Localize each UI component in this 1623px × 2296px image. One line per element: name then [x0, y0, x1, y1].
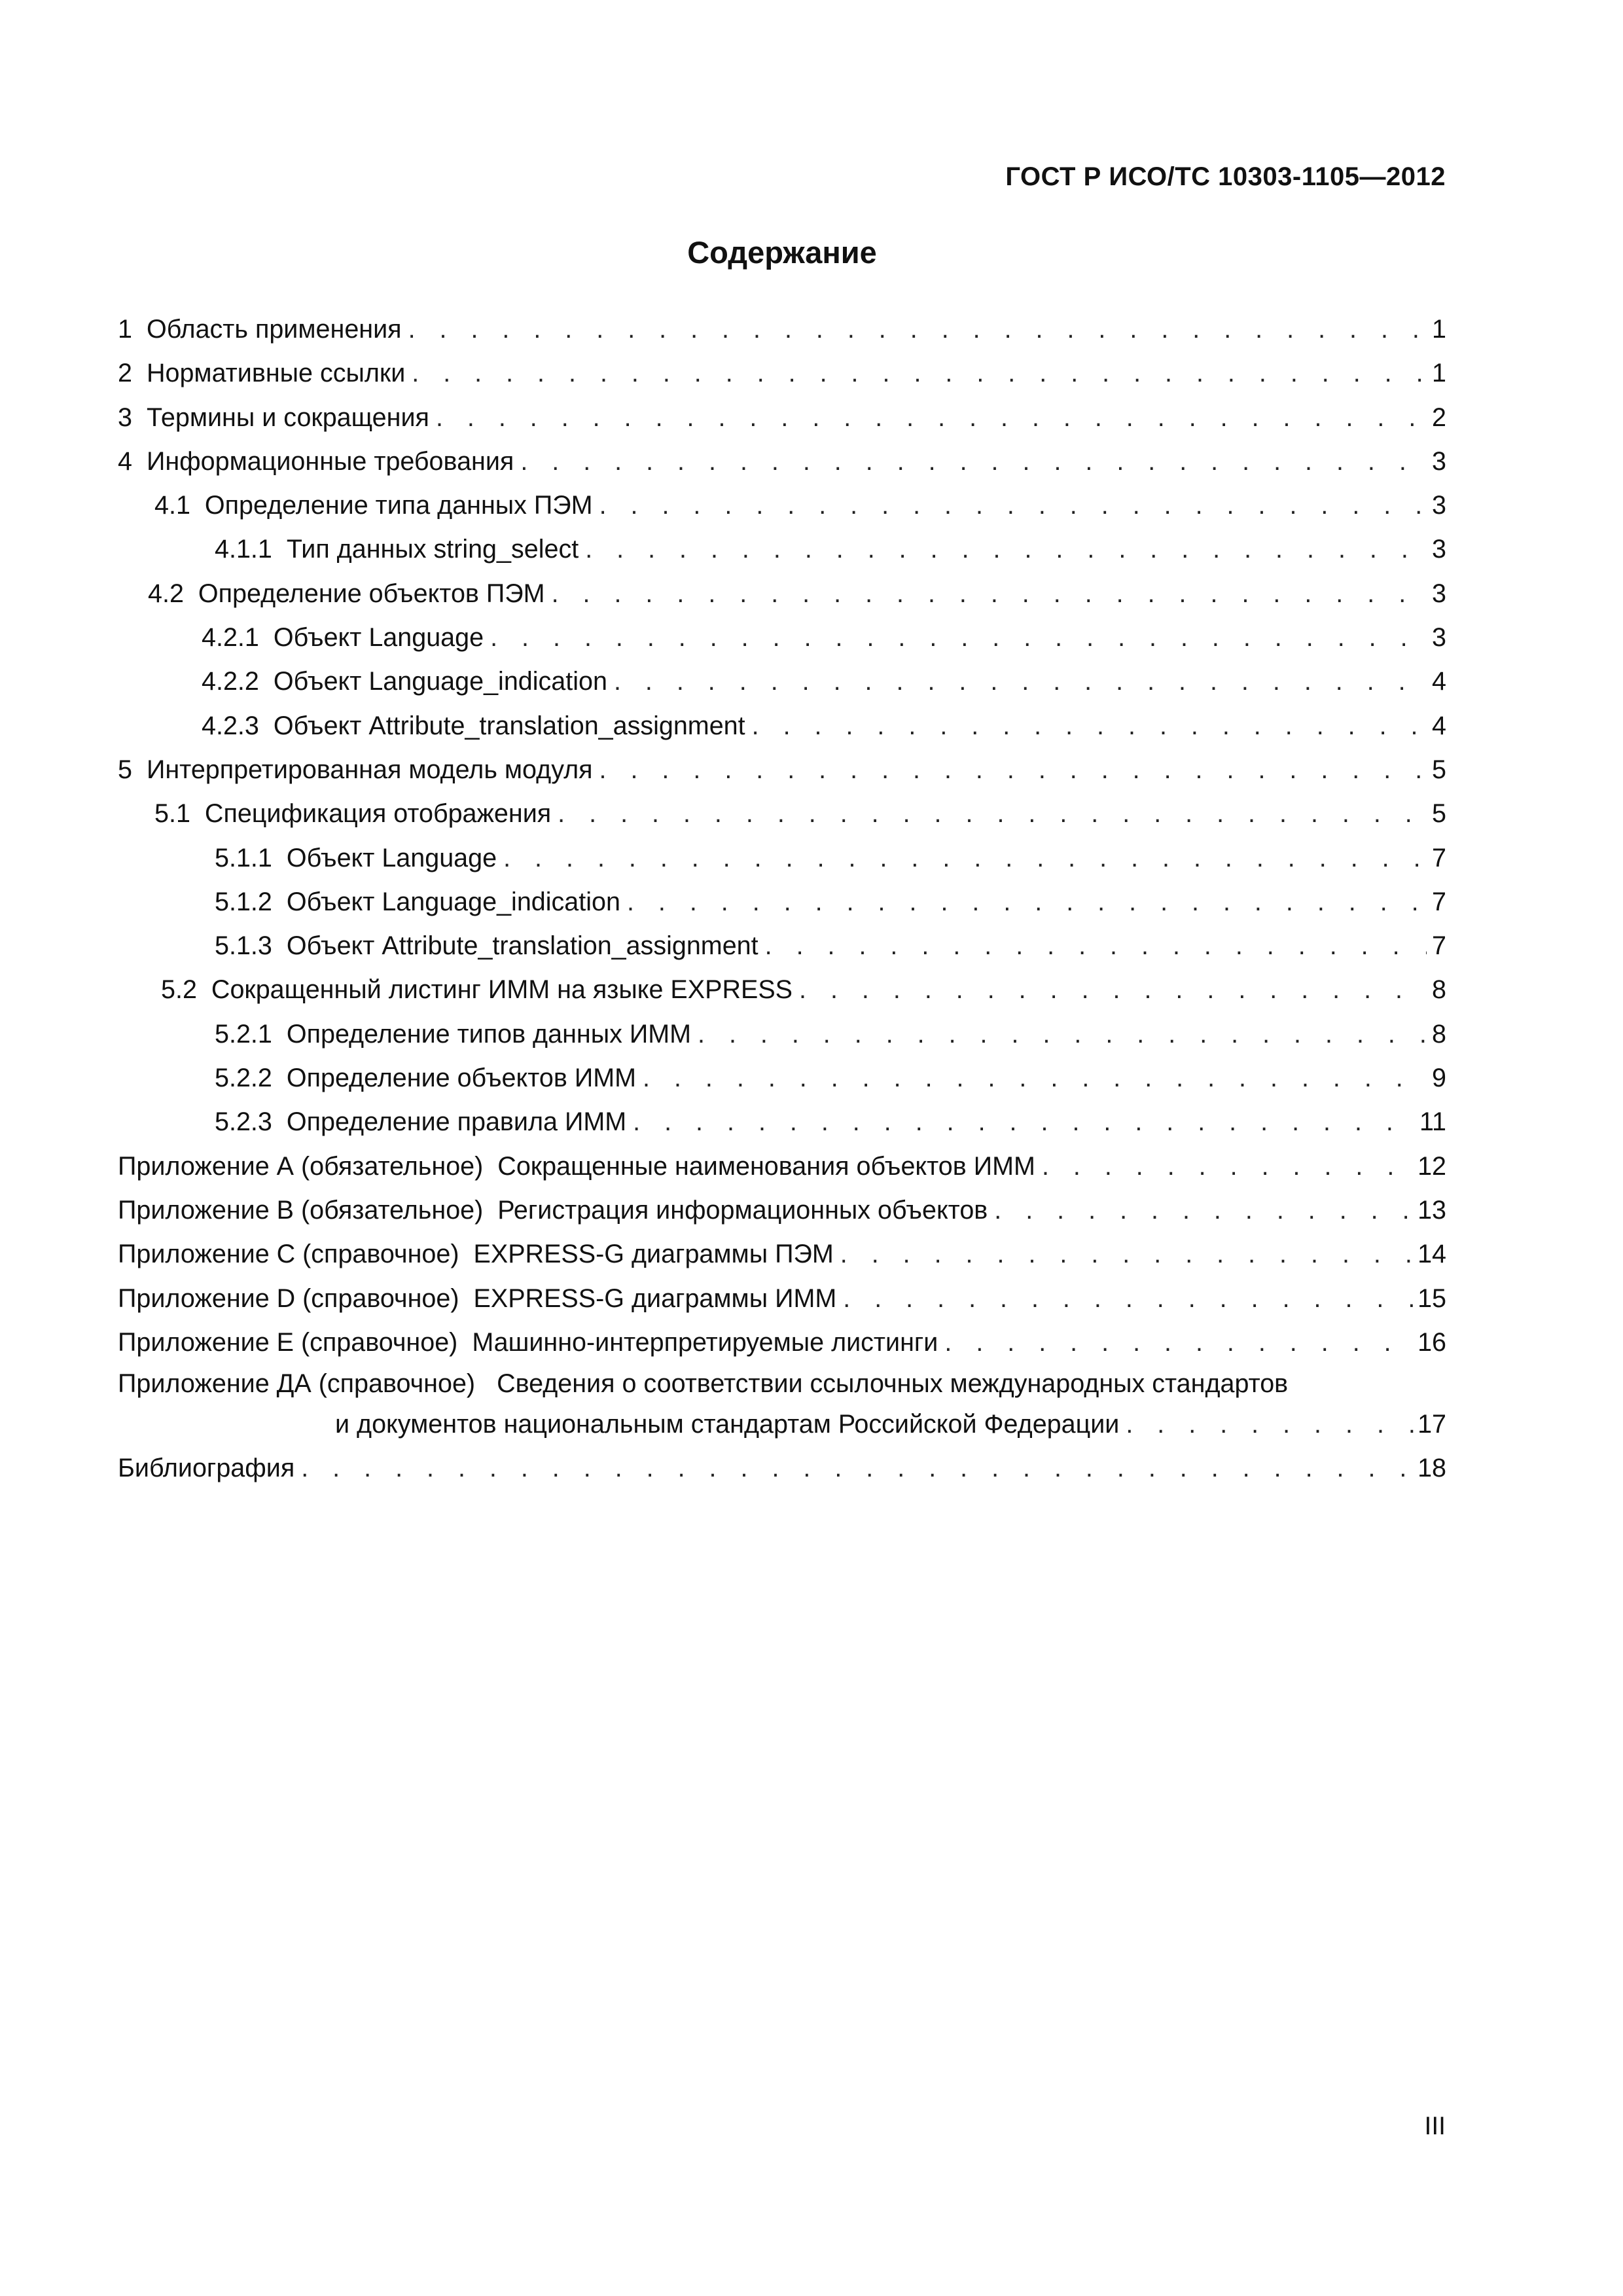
- dot-leader: [1042, 1145, 1414, 1189]
- toc-entry-number: Приложение Е (справочное): [118, 1327, 458, 1357]
- dot-leader: [490, 616, 1427, 660]
- toc-entry-label: [118, 1277, 836, 1321]
- toc-entry-number: 3: [118, 403, 132, 432]
- toc-entry-title: Объект Attribute_translation_assignment: [273, 711, 745, 740]
- toc-entry-number: 5: [118, 755, 132, 784]
- toc-entry[interactable]: [118, 1232, 1446, 1276]
- toc-entry[interactable]: [118, 572, 1446, 616]
- toc-entry[interactable]: [118, 1189, 1446, 1232]
- toc-entry-title: EXPRESS-G диаграммы ПЭМ: [473, 1240, 834, 1269]
- toc-entry-label: [118, 1321, 938, 1365]
- toc-entry-page: 16: [1418, 1327, 1446, 1357]
- toc-entry-label: [118, 1232, 834, 1276]
- toc-entry-title: Тип данных string_select: [286, 535, 579, 564]
- toc-entry-label: [215, 528, 579, 571]
- toc-entry-number: 4.2.2: [202, 667, 259, 696]
- toc-entry-title: Сокращенный листинг ИММ на языке EXPRESS: [211, 975, 793, 1005]
- dot-leader: [843, 1277, 1414, 1321]
- toc-entry[interactable]: [118, 968, 1446, 1012]
- dot-leader: [301, 1446, 1414, 1490]
- toc-entry-title: Объект Language: [286, 843, 497, 872]
- toc-entry-page: 3: [1432, 491, 1446, 520]
- toc-entry[interactable]: [118, 528, 1446, 571]
- toc-entry-number: 4.1.1: [215, 535, 272, 564]
- toc-entry[interactable]: [118, 836, 1446, 880]
- toc-entry-page: 7: [1432, 887, 1446, 916]
- toc-entry-page: 4: [1432, 667, 1446, 696]
- toc-entry-label: [215, 836, 497, 880]
- toc-entry-page: 4: [1432, 711, 1446, 740]
- toc-entry-page: 8: [1432, 1019, 1446, 1049]
- toc-entry-number: Приложение В (обязательное): [118, 1195, 484, 1225]
- toc-entry[interactable]: [118, 396, 1446, 440]
- toc-entry-title: Объект Language_indication: [273, 667, 607, 696]
- toc-entry-title: Сокращенные наименования объектов ИММ: [497, 1151, 1035, 1181]
- toc-entry-label: [148, 572, 545, 616]
- page-number: III: [1424, 2112, 1446, 2140]
- dot-leader: [765, 924, 1427, 968]
- toc-entry[interactable]: [118, 880, 1446, 924]
- toc-entry[interactable]: [118, 1056, 1446, 1100]
- toc-entry-number: Приложение С (справочное): [118, 1240, 459, 1269]
- toc-entry-title: Определение правила ИММ: [286, 1107, 627, 1137]
- toc-entry-number: Приложение D (справочное): [118, 1283, 459, 1313]
- dot-leader: [698, 1013, 1427, 1056]
- dot-leader: [643, 1056, 1427, 1100]
- toc-entry[interactable]: [118, 1013, 1446, 1056]
- toc-entry-page: 5: [1432, 799, 1446, 829]
- toc-entry-label: [118, 440, 514, 484]
- dot-leader: [752, 704, 1427, 748]
- dot-leader: [994, 1189, 1414, 1232]
- toc-entry-page: 3: [1432, 446, 1446, 476]
- toc-entry-title: Библиография: [118, 1454, 295, 1483]
- dot-leader: [1126, 1403, 1414, 1446]
- toc-entry-number: 5.2.3: [215, 1107, 272, 1137]
- toc-entry-number: 5.2.2: [215, 1064, 272, 1093]
- toc-entry-label: [215, 880, 620, 924]
- toc-entry-title: Информационные требования: [146, 446, 514, 476]
- toc-entry-label: [118, 748, 593, 792]
- dot-leader: [799, 968, 1427, 1012]
- dot-leader: [840, 1232, 1414, 1276]
- toc-entry-number: Приложение ДА (справочное): [118, 1369, 476, 1399]
- toc-entry-number: 4.2: [148, 579, 184, 608]
- toc-entry-title: Определение объектов ИММ: [286, 1064, 637, 1093]
- toc-entry-page: 15: [1418, 1283, 1446, 1313]
- toc-entry[interactable]: [118, 484, 1446, 528]
- toc-entry-number: 1: [118, 315, 132, 344]
- toc-entry[interactable]: [118, 1321, 1446, 1365]
- document-id: ГОСТ Р ИСО/ТС 10303-1105—2012: [1005, 162, 1446, 191]
- toc-entry-page: 5: [1432, 755, 1446, 784]
- toc-entry-bibliography[interactable]: [118, 1446, 1446, 1490]
- toc-entry-page: 13: [1418, 1195, 1446, 1225]
- toc-entry-title: Нормативные ссылки: [146, 359, 406, 388]
- toc-entry[interactable]: [118, 616, 1446, 660]
- toc-entry[interactable]: [118, 308, 1446, 351]
- toc-entry-label: [215, 1013, 691, 1056]
- toc-entry-label: [118, 396, 429, 440]
- toc-entry-title: Определение объектов ПЭМ: [198, 579, 545, 608]
- toc-entry-title: Объект Attribute_translation_assignment: [286, 931, 758, 961]
- toc-entry-number: 5.1.3: [215, 931, 272, 961]
- dot-leader: [944, 1321, 1414, 1365]
- dot-leader: [412, 351, 1427, 395]
- dot-leader: [614, 660, 1427, 704]
- table-of-contents: [118, 308, 1446, 1491]
- toc-entry-number: 2: [118, 359, 132, 388]
- toc-entry-number: 5.1.1: [215, 843, 272, 872]
- toc-entry-label: [215, 1100, 626, 1144]
- toc-entry-page: 17: [1418, 1410, 1446, 1439]
- toc-entry-page: 3: [1432, 579, 1446, 608]
- dot-leader: [520, 440, 1427, 484]
- toc-entry-title-line2: и документов национальным стандартам Российской Федерации: [335, 1410, 1120, 1439]
- toc-entry-page: 7: [1432, 843, 1446, 872]
- toc-entry-label: [154, 484, 593, 528]
- dot-leader: [408, 308, 1427, 351]
- dot-leader: [599, 484, 1427, 528]
- toc-entry-label: [118, 1145, 1035, 1189]
- toc-entry-number: Приложение А (обязательное): [118, 1151, 484, 1181]
- page-title: Содержание: [687, 235, 877, 270]
- toc-entry-label: [118, 308, 402, 351]
- toc-entry-title: Объект Language: [273, 623, 484, 653]
- toc-entry[interactable]: [118, 1145, 1446, 1189]
- toc-entry[interactable]: [118, 748, 1446, 792]
- toc-entry-label: [118, 351, 405, 395]
- dot-leader: [585, 528, 1427, 571]
- toc-entry-page: 8: [1432, 975, 1446, 1005]
- toc-entry-number: 5.1.2: [215, 887, 272, 916]
- dot-leader: [436, 396, 1427, 440]
- toc-entry[interactable]: [118, 792, 1446, 836]
- toc-entry-page: 9: [1432, 1064, 1446, 1093]
- toc-entry-page: 11: [1419, 1107, 1446, 1137]
- dot-leader: [558, 792, 1427, 836]
- toc-entry-number: 5.2: [161, 975, 197, 1005]
- toc-entry-page: 3: [1432, 535, 1446, 564]
- toc-entry-number: 4.2.3: [202, 711, 259, 740]
- dot-leader: [633, 1100, 1416, 1144]
- toc-entry-title: Определение типов данных ИММ: [286, 1019, 692, 1049]
- toc-entry-page: 3: [1432, 623, 1446, 653]
- toc-entry-page: 1: [1432, 359, 1446, 388]
- toc-entry-label: [154, 792, 551, 836]
- dot-leader: [552, 572, 1427, 616]
- toc-entry-title: Область применения: [146, 315, 402, 344]
- toc-entry-label: [215, 1056, 636, 1100]
- toc-entry-number: 4.1: [154, 491, 190, 520]
- toc-entry-number: 4: [118, 446, 132, 476]
- toc-entry-title: Спецификация отображения: [204, 799, 552, 829]
- toc-entry[interactable]: [118, 924, 1446, 968]
- toc-entry[interactable]: [118, 1100, 1446, 1144]
- toc-entry-page: 18: [1418, 1454, 1446, 1483]
- dot-leader: [503, 836, 1427, 880]
- toc-entry-number: 4.2.1: [202, 623, 259, 653]
- toc-entry[interactable]: [118, 1277, 1446, 1321]
- toc-entry-label: [202, 660, 607, 704]
- toc-entry-title-line1: Сведения о соответствии ссылочных международных стандартов: [497, 1369, 1289, 1399]
- toc-entry-number: 5.2.1: [215, 1019, 272, 1049]
- toc-entry-title: Машинно-интерпретируемые листинги: [472, 1327, 938, 1357]
- toc-entry-title: Интерпретированная модель модуля: [146, 755, 593, 784]
- toc-entry-title: EXPRESS-G диаграммы ИММ: [473, 1283, 837, 1313]
- toc-entry-title: Термины и сокращения: [146, 403, 429, 432]
- dot-leader: [599, 748, 1427, 792]
- toc-entry-page: 12: [1418, 1151, 1446, 1181]
- toc-entry-label: [161, 968, 793, 1012]
- toc-entry-label: [202, 704, 745, 748]
- toc-entry-title: Определение типа данных ПЭМ: [204, 491, 593, 520]
- toc-entry-label: [118, 1189, 988, 1232]
- toc-entry[interactable]: [118, 660, 1446, 704]
- toc-entry-label: [202, 616, 484, 660]
- toc-entry-number: 5.1: [154, 799, 190, 829]
- toc-entry-appendix-da[interactable]: [118, 1365, 1446, 1446]
- toc-entry-page: 1: [1432, 315, 1446, 344]
- toc-entry-page: 14: [1418, 1240, 1446, 1269]
- toc-entry-title: Регистрация информационных объектов: [497, 1195, 988, 1225]
- toc-entry-title: Объект Language_indication: [286, 887, 620, 916]
- toc-entry-page: 7: [1432, 931, 1446, 961]
- dot-leader: [627, 880, 1427, 924]
- toc-entry-label: [215, 924, 758, 968]
- toc-entry-page: 2: [1432, 403, 1446, 432]
- toc-entry[interactable]: [118, 351, 1446, 395]
- toc-entry[interactable]: [118, 704, 1446, 748]
- toc-entry[interactable]: [118, 440, 1446, 484]
